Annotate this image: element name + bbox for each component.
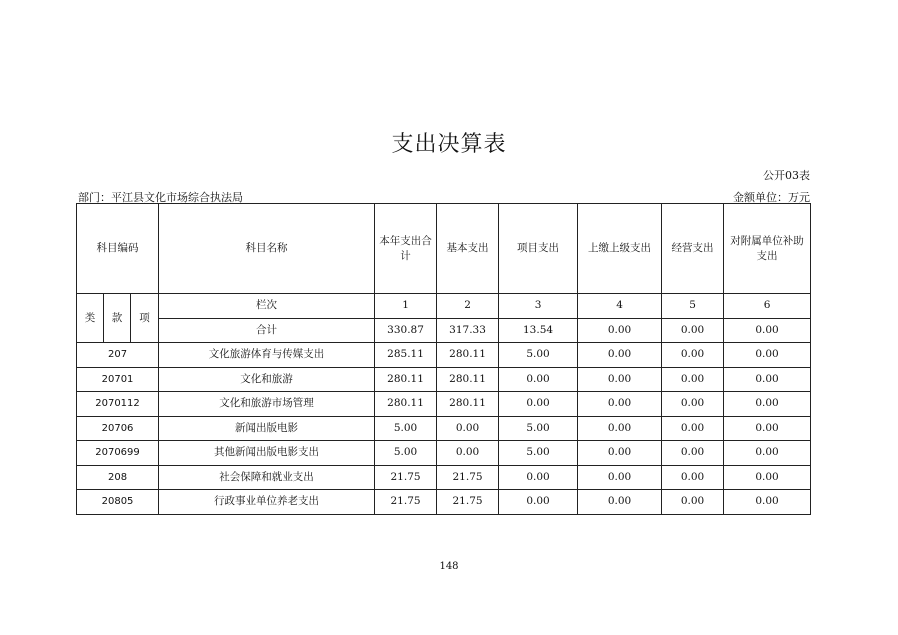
amount-cell: 280.11 (437, 343, 499, 368)
amount-cell: 285.11 (375, 343, 437, 368)
amount-cell: 0.00 (662, 465, 724, 490)
amount-cell: 0.00 (662, 416, 724, 441)
column-number: 2 (437, 294, 499, 319)
amount-cell: 280.11 (375, 392, 437, 417)
amount-cell: 0.00 (724, 465, 811, 490)
amount-cell: 0.00 (724, 441, 811, 466)
amount-cell: 21.75 (437, 465, 499, 490)
amount-cell: 0.00 (499, 465, 578, 490)
subject-name: 文化旅游体育与传媒支出 (159, 343, 375, 368)
department-label: 部门：平江县文化市场综合执法局 (78, 191, 243, 204)
amount-cell: 0.00 (724, 416, 811, 441)
subject-name: 文化和旅游市场管理 (159, 392, 375, 417)
amount-cell: 5.00 (499, 441, 578, 466)
amount-cell: 0.00 (578, 343, 662, 368)
amount-cell: 21.75 (375, 490, 437, 515)
header-project: 项目支出 (499, 204, 578, 294)
amount-cell: 5.00 (499, 416, 578, 441)
subject-code: 20701 (77, 367, 159, 392)
subject-name: 社会保障和就业支出 (159, 465, 375, 490)
amount-cell: 0.00 (578, 465, 662, 490)
subject-name: 行政事业单位养老支出 (159, 490, 375, 515)
page-number: 148 (439, 561, 459, 572)
subject-name: 其他新闻出版电影支出 (159, 441, 375, 466)
total-label: 合计 (159, 318, 375, 343)
column-number: 1 (375, 294, 437, 319)
amount-cell: 0.00 (578, 490, 662, 515)
page-title: 支出决算表 (391, 132, 507, 157)
amount-cell: 0.00 (662, 367, 724, 392)
subject-code: 2070699 (77, 441, 159, 466)
table-row (77, 343, 811, 368)
amount-cell: 5.00 (499, 343, 578, 368)
total-value: 0.00 (662, 318, 724, 343)
column-number-label: 栏次 (159, 294, 375, 319)
column-number: 3 (499, 294, 578, 319)
total-value: 330.87 (375, 318, 437, 343)
header-row (77, 204, 811, 294)
header-upper: 上缴上级支出 (578, 204, 662, 294)
column-number: 5 (662, 294, 724, 319)
amount-cell: 0.00 (724, 343, 811, 368)
amount-cell: 0.00 (724, 367, 811, 392)
header-business: 经营支出 (662, 204, 724, 294)
subject-code: 207 (77, 343, 159, 368)
amount-cell: 21.75 (375, 465, 437, 490)
amount-cell: 0.00 (724, 490, 811, 515)
total-row (77, 318, 811, 343)
header-kuan: 款 (104, 294, 131, 343)
amount-cell: 0.00 (499, 490, 578, 515)
subject-code: 20805 (77, 490, 159, 515)
header-code: 科目编码 (77, 204, 159, 294)
total-value: 0.00 (578, 318, 662, 343)
subject-name: 文化和旅游 (159, 367, 375, 392)
amount-cell: 0.00 (662, 343, 724, 368)
header-xiang: 项 (131, 294, 159, 343)
amount-cell: 0.00 (578, 392, 662, 417)
header-total: 本年支出合计 (375, 204, 437, 294)
subject-code: 208 (77, 465, 159, 490)
header-basic: 基本支出 (437, 204, 499, 294)
amount-cell: 0.00 (662, 441, 724, 466)
amount-cell: 0.00 (437, 441, 499, 466)
amount-cell: 0.00 (724, 392, 811, 417)
table-row (77, 465, 811, 490)
amount-cell: 0.00 (499, 367, 578, 392)
expenditure-table (76, 203, 811, 515)
column-number-row (77, 294, 811, 319)
amount-unit-label: 金额单位：万元 (733, 191, 810, 204)
header-lei: 类 (77, 294, 104, 343)
total-value: 0.00 (724, 318, 811, 343)
amount-cell: 5.00 (375, 416, 437, 441)
amount-cell: 0.00 (662, 392, 724, 417)
header-subsidy: 对附属单位补助支出 (724, 204, 811, 294)
column-number: 6 (724, 294, 811, 319)
amount-cell: 0.00 (578, 441, 662, 466)
amount-cell: 280.11 (437, 367, 499, 392)
table-row (77, 441, 811, 466)
table-row (77, 392, 811, 417)
amount-cell: 280.11 (375, 367, 437, 392)
amount-cell: 0.00 (578, 416, 662, 441)
header-name: 科目名称 (159, 204, 375, 294)
amount-cell: 280.11 (437, 392, 499, 417)
amount-cell: 0.00 (578, 367, 662, 392)
amount-cell: 21.75 (437, 490, 499, 515)
form-number: 公开03表 (763, 169, 810, 182)
amount-cell: 0.00 (662, 490, 724, 515)
subject-name: 新闻出版电影 (159, 416, 375, 441)
amount-cell: 0.00 (499, 392, 578, 417)
table-row (77, 367, 811, 392)
amount-cell: 0.00 (437, 416, 499, 441)
subject-code: 2070112 (77, 392, 159, 417)
total-value: 317.33 (437, 318, 499, 343)
total-value: 13.54 (499, 318, 578, 343)
table-row (77, 490, 811, 515)
table-row (77, 416, 811, 441)
amount-cell: 5.00 (375, 441, 437, 466)
column-number: 4 (578, 294, 662, 319)
subject-code: 20706 (77, 416, 159, 441)
